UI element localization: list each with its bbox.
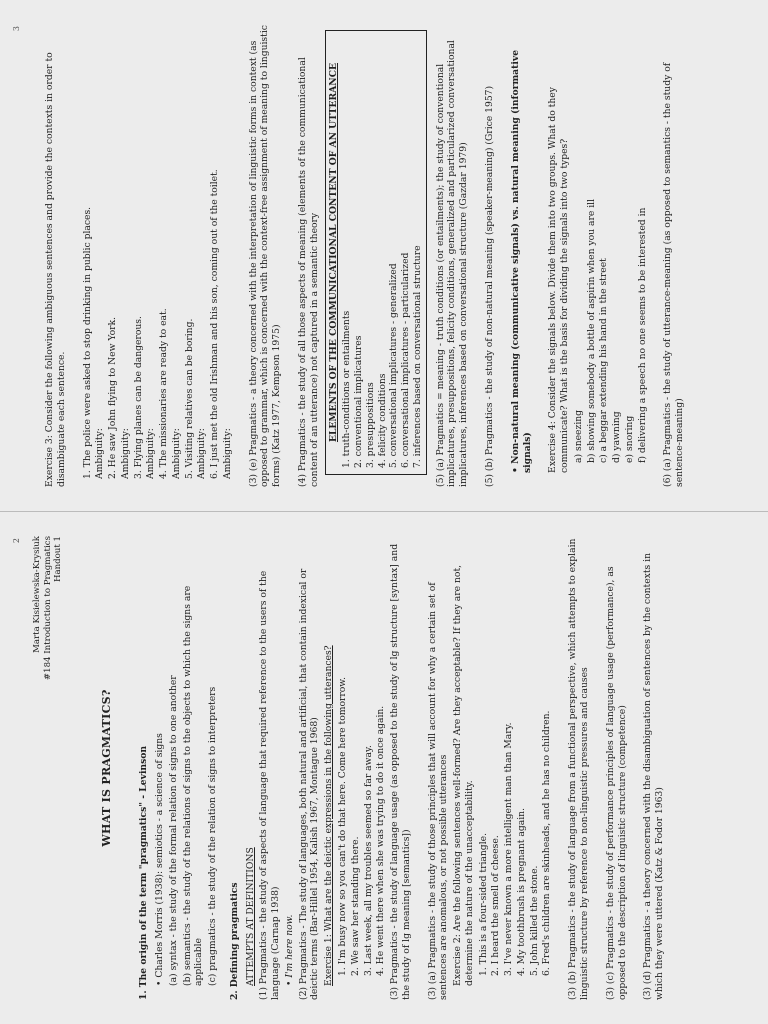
list-item: 1. The police were asked to stop drinking in public places. <box>81 206 93 479</box>
morris-line: • Charles Morris (1938): semiotics - a science of signs <box>154 733 166 986</box>
list-item: 2. conventional implicatures <box>353 335 365 468</box>
handout-line: Handout 1 <box>53 536 64 583</box>
page-number: 2 <box>12 538 21 544</box>
list-item: 1. I'm busy now so you can't do that here. Come here tomorrow. <box>337 676 348 976</box>
list-item: f) delivering a speech no one seems to be interested in <box>636 207 648 463</box>
attempts-heading: ATTEMPTS AT DEFINITIONS <box>244 847 256 986</box>
exercise-3-list <box>82 24 234 487</box>
ambiguity-line: Ambiguity: <box>145 428 157 479</box>
definition-1-example: • I'm here now. <box>283 914 295 986</box>
list-item: 7. inferences based on conversational structure <box>411 245 423 468</box>
definition-4: (4) Pragmatics - the study of all those aspects of meaning (elements of the communicational content of an utterance) not captured in a semantic theory <box>297 57 320 487</box>
exercise-1-title: Exercise 1: What are the deictic expressions in the following utterances? <box>323 645 335 986</box>
course-line: #184 Introduction to Pragmatics <box>42 536 53 681</box>
definition-3d: (3) (d) Pragmatics - a theory concerned with the disambiguation of sentences by the contexts in which they were uttered (Katz & Fodor 1963) <box>642 552 666 1000</box>
definition-6a: (6) (a) Pragmatics - the study of utterance-meaning (as opposed to semantics - the study of sentence-meaning) <box>662 62 686 487</box>
ambiguity-line: Ambiguity: <box>119 428 131 479</box>
list-item: 6. I just met the old Irishman and his son, coming out of the toilet. <box>209 169 221 479</box>
list-item: 5. conversational implicatures - generalized <box>388 263 400 468</box>
list-item: 6. Fred's children are skinheads, and he has no children. <box>541 710 553 976</box>
definition-3e: (3) (e) Pragmatics - a theory concerned with the interpretation of linguistic forms in context (as opposed to grammar, which is concerned with the context-free assignment of meaning to linguistic forms) (Katz 1977, Kempson 1975) <box>247 25 283 487</box>
list-item: 3. presuppositions <box>364 382 376 468</box>
exercise-3-title: Exercise 3: Consider the following ambiguous sentences and provide the contexts in order to disambiguate each sentence. <box>44 52 67 487</box>
definition-1: (1) Pragmatics - the study of aspects of language that required reference to the users of the language (Carnap 1938) <box>258 570 282 1000</box>
definition-3a: (3) (a) Pragmatics - the study of those principles that will account for why a certain set of sentences are anomalous, or not possible utterances <box>426 582 450 1000</box>
author-line: Marta Kisielewska-Krysiuk <box>32 536 42 653</box>
definition-3: (3) Pragmatics - the study of language usage (as opposed to the study of lg structure [syntax] and the study of lg meaning [semantics]) <box>389 543 412 1000</box>
ambiguity-line: Ambiguity: <box>221 428 233 479</box>
list-item: a) sneezing <box>572 409 584 463</box>
section-1-heading: 1. The origin of the term "pragmatics" - Levinson <box>138 745 150 1000</box>
list-item: 4. The missionaries are ready to eat. <box>158 308 170 479</box>
list-item: 1. truth-conditions or entailments <box>341 310 353 468</box>
pragmatics-line: (c) pragmatics - the study of the relation of signs to interpreters <box>207 686 219 986</box>
exercise-2-title: Exercise 2: Are the following sentences well-formed? Are they acceptable? If they are not, determine the nature of the unacceptability. <box>452 564 475 986</box>
list-item: 3. Flying planes can be dangerous. <box>132 316 144 479</box>
handout-header <box>32 536 64 1000</box>
exercise-1-list <box>337 536 387 1000</box>
list-item: 3. I've never known a more intelligent man than Mary. <box>503 722 515 976</box>
definition-3c: (3) (c) Pragmatics - the study of performance principles of language usage (performance), as opposed to the description of linguistic structure (competence) <box>604 566 628 1000</box>
definition-2: (2) Pragmatics - The study of languages, both natural and artificial, that contain indexical or deictic terms (Bar-Hillel 1954, Kalish 1967, Montague 1968) <box>297 568 321 1000</box>
list-item: 6. conversational implicatures - particularized <box>400 252 412 468</box>
list-item: 5. Visiting relatives can be boring. <box>183 318 195 479</box>
list-item: 4. He went there when she was trying to do it once again. <box>375 705 387 976</box>
ambiguity-line: Ambiguity: <box>196 428 208 479</box>
exercise-4-title: Exercise 4: Consider the signals below. Divide them into two groups. What do they communicate? What is the basis for dividing the signals into two types? <box>547 87 571 473</box>
definition-5a: (5) (a) Pragmatics = meaning - truth conditions (or entailments); the study of conventional implicatures, presuppositions, felicity conditions, generalized and particularized conversational implicatures, inferences based on conversational structure (Gazdar 1979) <box>434 40 470 487</box>
exercise-2-list <box>478 536 554 1000</box>
nonnatural-meaning: • Non-natural meaning (communicative signals) vs. natural meaning (informative signals) <box>509 49 533 473</box>
list-item: c) a beggar extending his hand in the street <box>598 258 610 463</box>
semantics-line: (b) semantics - the study of the relations of signs to the objects to which the signs are applicable <box>181 585 205 986</box>
list-item: 3. Last week, all my troubles seemed so far away. <box>362 745 374 976</box>
list-item: 5. John killed the stone. <box>528 865 540 976</box>
list-item: 2. I heard the smell of cheese. <box>490 835 502 976</box>
box-title: ELEMENTS OF THE COMMUNICATIONAL CONTENT OF AN UTTERANCE <box>327 62 339 443</box>
ambiguity-line: Ambiguity: <box>170 428 182 479</box>
list-item: 2. He saw John flying to New York. <box>107 316 119 479</box>
list-item: 2. We saw her standing there. <box>349 836 361 976</box>
definition-5b: (5) (b) Pragmatics - the study of non-natural meaning (speaker-meaning) (Grice 1957) <box>483 85 495 487</box>
list-item: 4. My toothbrush is pregnant again. <box>515 807 527 976</box>
list-item: d) yawning <box>611 411 623 463</box>
list-item: 1. This is a four-sided triangle. <box>477 833 489 976</box>
exercise-4-list <box>573 24 649 487</box>
elements-box <box>325 30 427 475</box>
list-item: b) showing somebody a bottle of aspirin when you are ill <box>585 198 597 463</box>
list-item: e) snoring <box>623 415 635 463</box>
syntax-line: (a) syntax - the study of the formal relation of signs to one another <box>167 675 179 986</box>
list-item: 4. felicity conditions <box>376 373 388 468</box>
page-title: WHAT IS PRAGMATICS? <box>100 689 114 847</box>
page-number: 3 <box>12 26 21 32</box>
definition-3b: (3) (b) Pragmatics - the study of language from a functional perspective, which attempts to explain linguistic structure by reference to non-linguistic pressures and causes <box>567 538 591 1000</box>
section-2-heading: 2. Defining pragmatics <box>228 882 240 1000</box>
page-2 <box>0 512 768 1024</box>
ambiguity-line: Ambiguity: <box>94 428 106 479</box>
